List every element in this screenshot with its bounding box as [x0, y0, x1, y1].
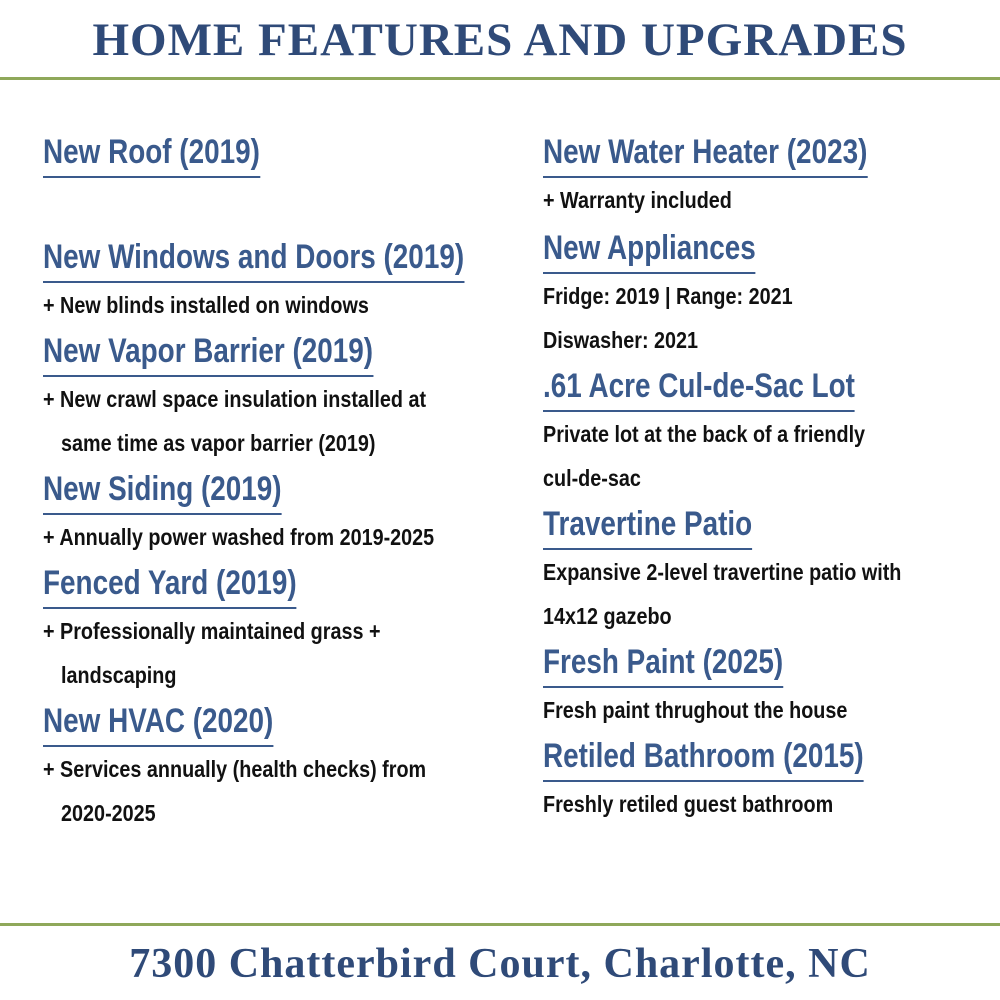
feature-heading: .61 Acre Cul-de-Sac Lot [543, 362, 855, 412]
feature-item [43, 559, 518, 697]
feature-item [43, 233, 518, 327]
feature-description: + New crawl space insulation installed at [43, 386, 427, 412]
feature-heading: New Siding (2019) [43, 465, 282, 515]
feature-description: Fridge: 2019 | Range: 2021 [543, 283, 793, 309]
feature-description: Expansive 2-level travertine patio with [543, 559, 902, 585]
feature-heading: New Appliances [543, 224, 756, 274]
feature-description: + Warranty included [543, 187, 732, 213]
feature-description: Diswasher: 2021 [543, 327, 699, 353]
feature-heading: New HVAC (2020) [43, 697, 273, 747]
feature-heading: New Water Heater (2023) [543, 128, 867, 178]
feature-description: + New blinds installed on windows [43, 292, 369, 318]
feature-item [43, 465, 518, 559]
feature-description: + Annually power washed from 2019-2025 [43, 524, 435, 550]
feature-heading: Travertine Patio [543, 500, 752, 550]
feature-item [543, 732, 988, 826]
feature-item [43, 128, 518, 178]
feature-item [543, 224, 988, 362]
feature-heading: Retiled Bathroom (2015) [543, 732, 864, 782]
feature-description: + Services annually (health checks) from [43, 756, 427, 782]
feature-description: Freshly retiled guest bathroom [543, 791, 834, 817]
feature-item [543, 638, 988, 732]
feature-heading: New Windows and Doors (2019) [43, 233, 464, 283]
feature-description: Private lot at the back of a friendly [543, 421, 866, 447]
feature-item [543, 362, 988, 500]
top-divider [0, 77, 1000, 80]
feature-description: 14x12 gazebo [543, 603, 672, 629]
feature-description: cul-de-sac [543, 465, 641, 491]
left-feature-column [43, 128, 518, 835]
feature-description: same time as vapor barrier (2019) [61, 430, 376, 456]
feature-description: landscaping [61, 662, 177, 688]
feature-heading: New Vapor Barrier (2019) [43, 327, 373, 377]
feature-item [543, 500, 988, 638]
page-title: HOME FEATURES AND UPGRADES [92, 14, 908, 66]
feature-heading: Fenced Yard (2019) [43, 559, 297, 609]
feature-heading: New Roof (2019) [43, 128, 260, 178]
feature-item [543, 128, 988, 222]
feature-heading: Fresh Paint (2025) [543, 638, 783, 688]
feature-description: 2020-2025 [61, 800, 156, 826]
feature-item [43, 327, 518, 465]
spacer [43, 178, 518, 233]
footer-address: 7300 Chatterbird Court, Charlotte, NC [129, 941, 871, 987]
feature-description: + Professionally maintained grass + [43, 618, 381, 644]
feature-item [43, 697, 518, 835]
feature-description: Fresh paint thrughout the house [543, 697, 848, 723]
right-feature-column [543, 128, 988, 826]
bottom-divider [0, 923, 1000, 926]
